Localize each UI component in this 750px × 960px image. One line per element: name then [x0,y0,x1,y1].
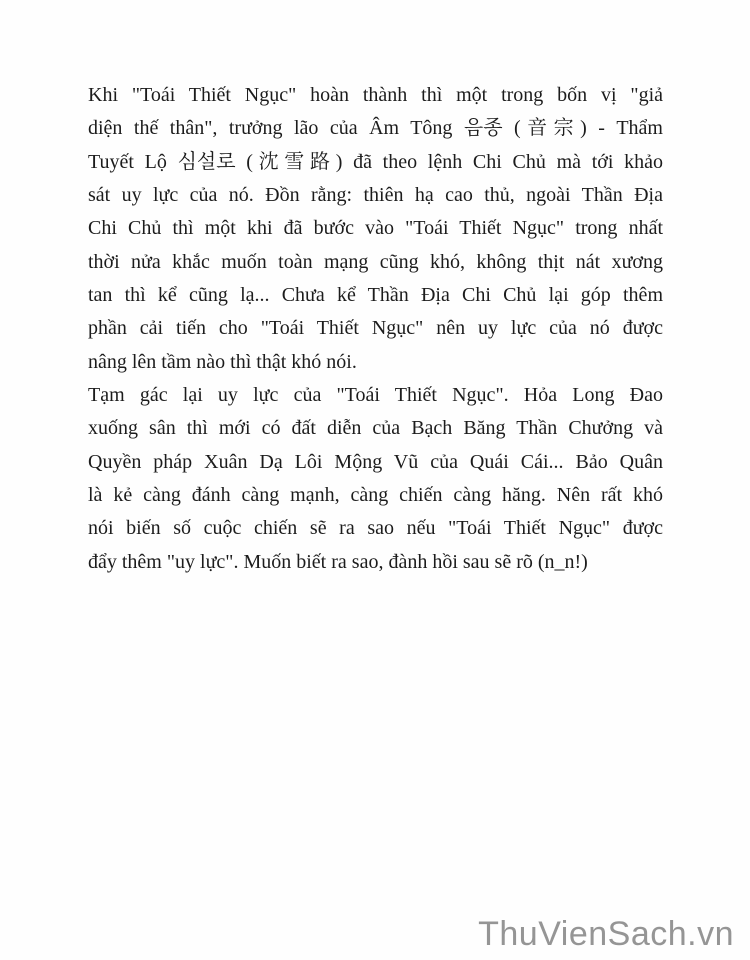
text-line: diện thế thân", trưởng lão của Âm Tông 음종 (音宗) - Thẩm [88,117,663,140]
text-line: Tuyết Lộ 심설로 (沈雪路) đã theo lệnh Chi Chủ mà tới khảo [88,150,663,173]
text-line: Khi "Toái Thiết Ngục" hoàn thành thì một trong bốn vị "giả [88,84,663,106]
text-line: Chi Chủ thì một khi đã bước vào "Toái Thiết Ngục" trong nhất [88,217,663,240]
text-line: xuống sân thì mới có đất diễn của Bạch Băng Thần Chưởng và [88,417,663,440]
paragraph-2 [88,379,663,579]
text-line: nâng lên tầm nào thì thật khó nói. [88,350,357,373]
text-line: phần cải tiến cho "Toái Thiết Ngục" nên uy lực của nó được [88,317,663,340]
text-line: tan thì kể cũng lạ... Chưa kể Thần Địa Chi Chủ lại góp thêm [88,284,663,307]
text-line: nói biến số cuộc chiến sẽ ra sao nếu "Toái Thiết Ngục" được [88,517,663,540]
paragraph-1 [88,79,663,379]
text-line: đẩy thêm "uy lực". Muốn biết ra sao, đành hồi sau sẽ rõ (n_n!) [88,550,588,573]
text-line: sát uy lực của nó. Đồn rằng: thiên hạ cao thủ, ngoài Thần Địa [88,184,663,207]
text-line: Quyền pháp Xuân Dạ Lôi Mộng Vũ của Quái Cái... Bảo Quân [88,450,663,473]
watermark-thuviensach: ThuVienSach.vn [478,915,734,953]
text-line: Tạm gác lại uy lực của "Toái Thiết Ngục". Hỏa Long Đao [88,384,663,407]
text-line: thời nửa khắc muốn toàn mạng cũng khó, không thịt nát xương [88,250,663,273]
page-text [88,79,663,579]
text-line: là kẻ càng đánh càng mạnh, càng chiến càng hăng. Nên rất khó [88,484,663,507]
